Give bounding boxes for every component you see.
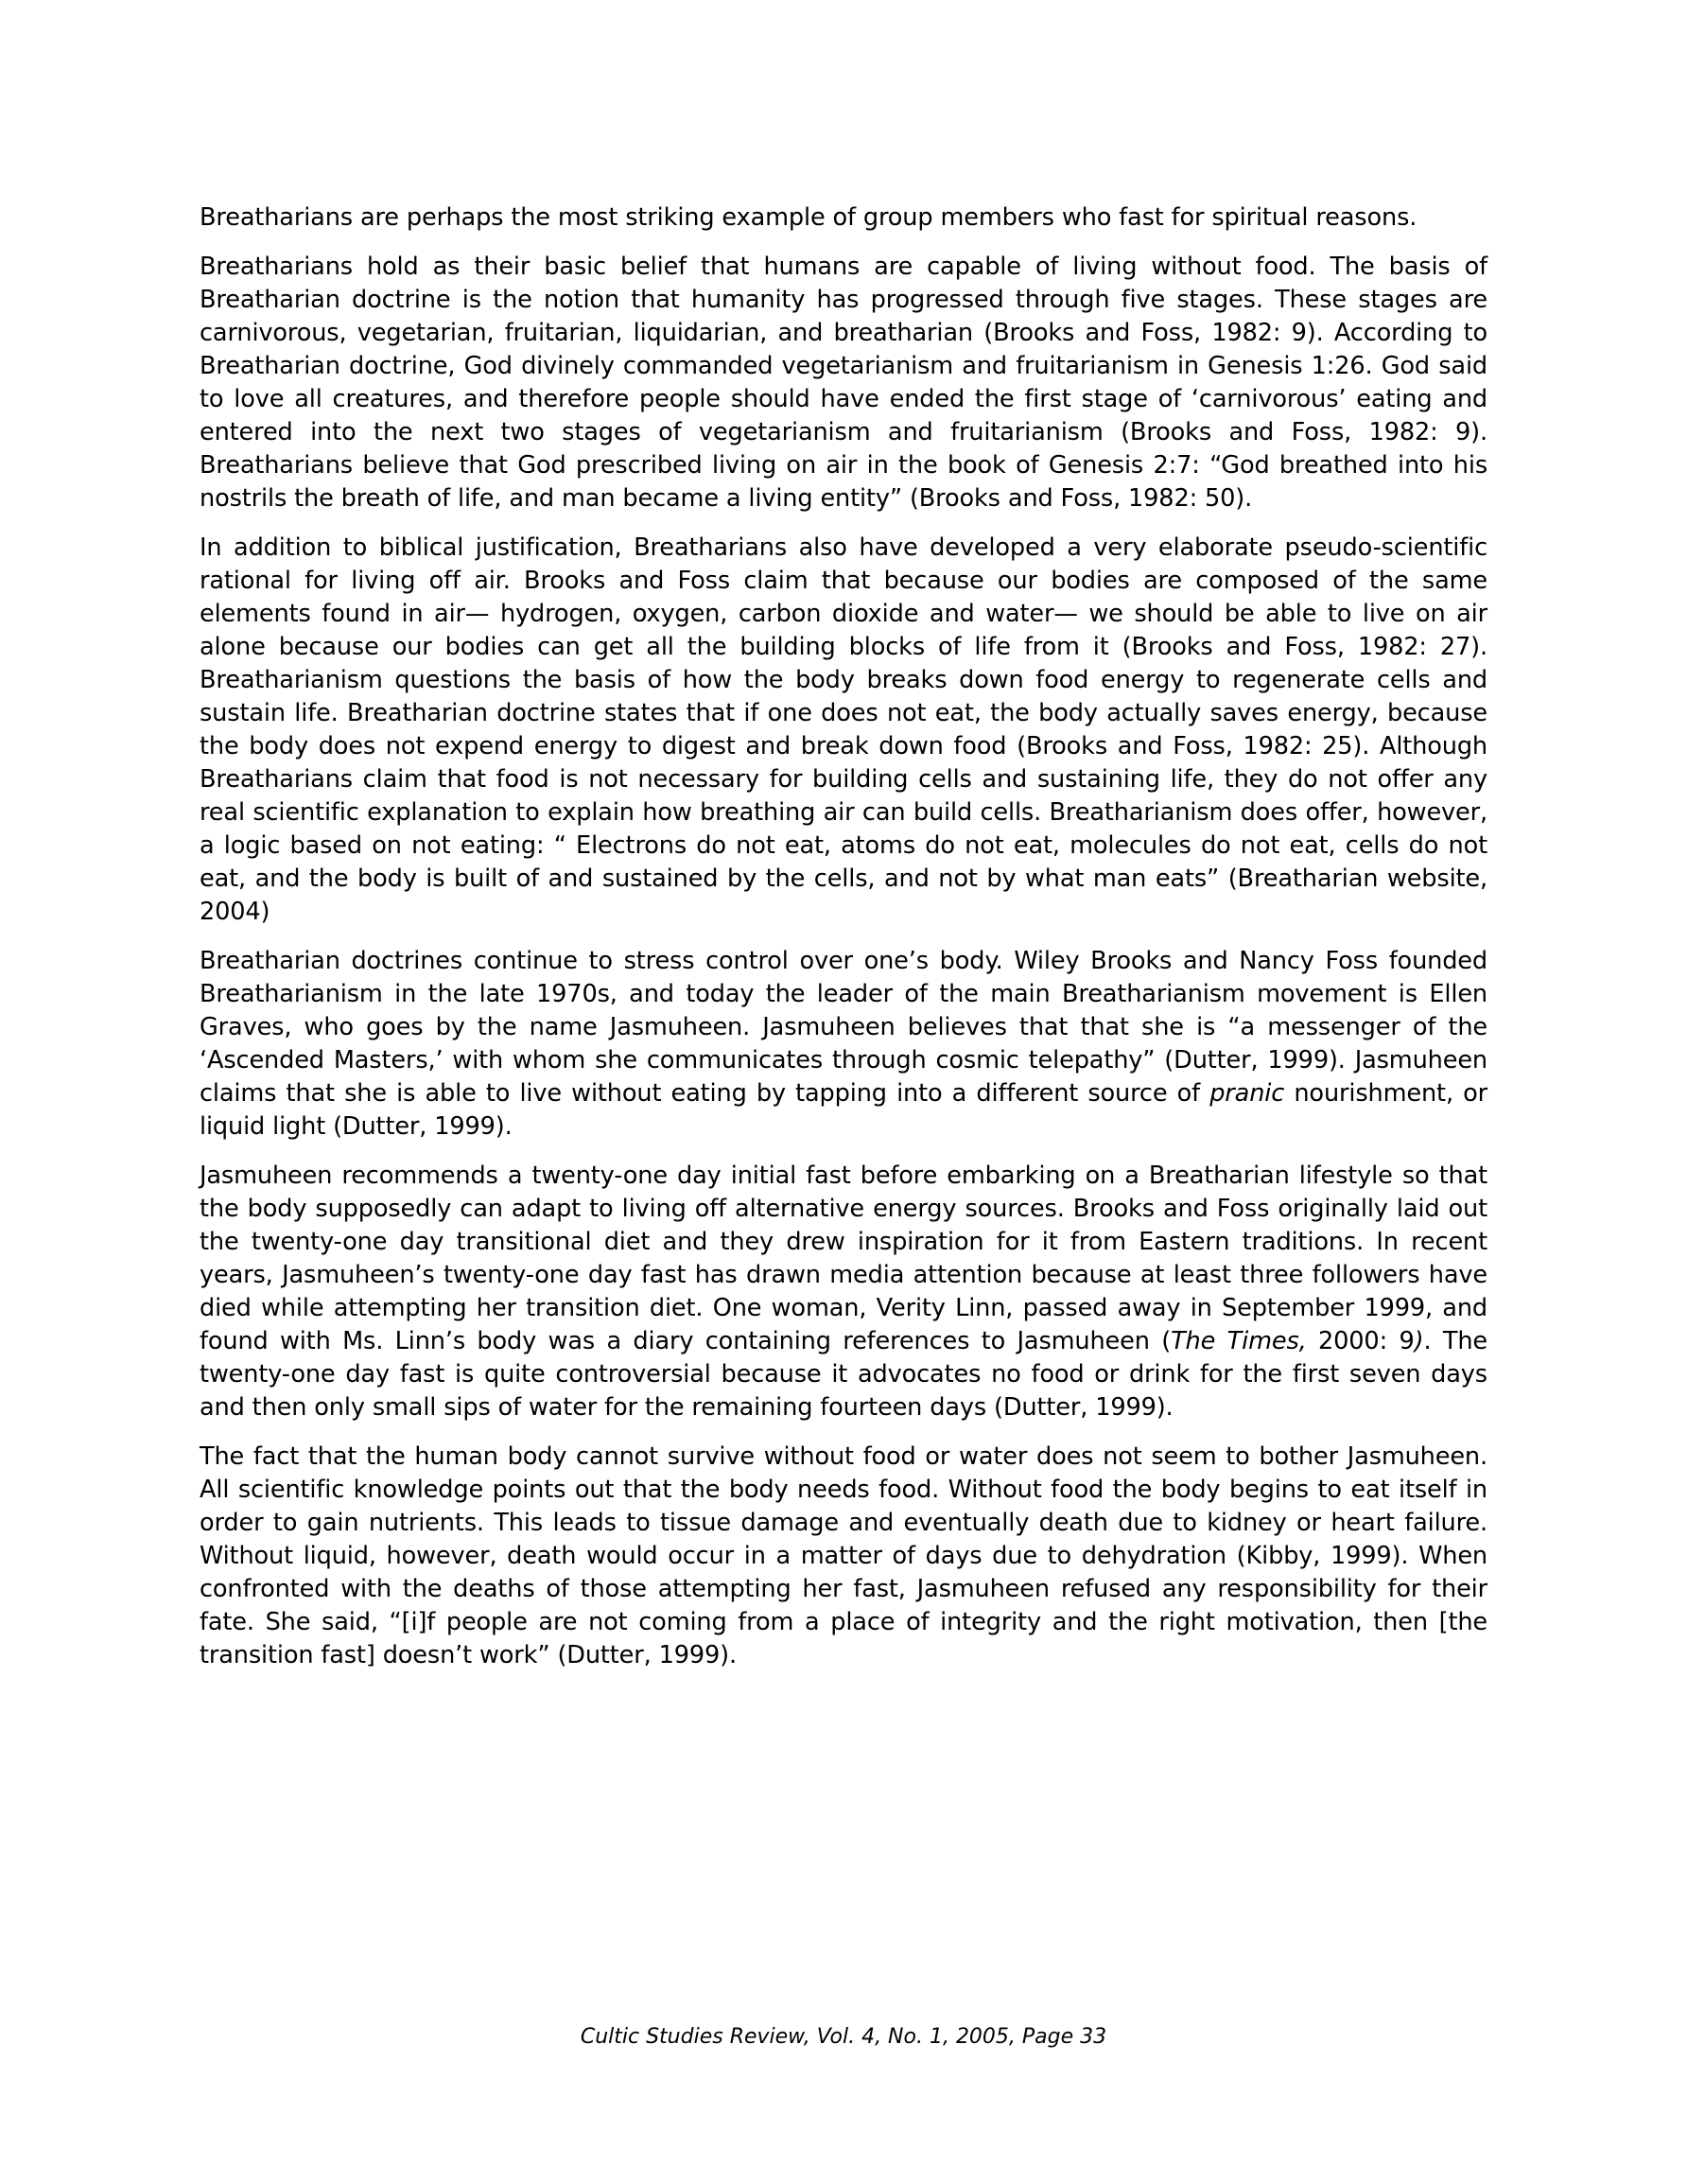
text-segment: 2000: 9: [1306, 1327, 1415, 1355]
text-segment: Jasmuheen recommends a twenty-one day initial fast before embarking on a Breatharian lifestyle so that the body supposedly can adapt to living off alternative energy sources. Brooks and Foss originally laid out the twenty-one day transitional diet and they drew inspiration for it from Eastern traditions. In recent years, Jasmuheen’s twenty-one day fast has drawn media attention because at least three followers have died while attempting her transition diet. One woman, Verity Linn, passed away in September 1999, and found with Ms. Linn’s body was a diary containing references to Jasmuheen (: [200, 1162, 1487, 1355]
body-text-column: [200, 201, 1487, 1688]
page-footer: Cultic Studies Review, Vol. 4, No. 1, 2005, Page 33: [580, 2025, 1107, 2049]
text-segment: nourishment, or liquid light (Dutter, 1999).: [200, 1079, 1487, 1141]
italic-text-segment: pranic: [1209, 1079, 1285, 1108]
text-segment: In addition to biblical justification, Breatharians also have developed a very elaborate pseudo-scientific rational for living off air. Brooks and Foss claim that because our bodies are composed of the same elements found in air— hydrogen, oxygen, carbon dioxide and water— we should be able to live on air alone because our bodies can get all the building blocks of life from it (Brooks and Foss, 1982: 27). Breatharianism questions the basis of how the body breaks down food energy to regenerate cells and sustain life. Breatharian doctrine states that if one does not eat, the body actually saves energy, because the body does not expend energy to digest and break down food (Brooks and Foss, 1982: 25). Although Breatharians claim that food is not necessary for building cells and sustaining life, they do not offer any real scientific explanation to explain how breathing air can build cells. Breatharianism does offer, however, a logic based on not eating: “ Electrons do not eat, atoms do not eat, molecules do not eat, cells do not eat, and the body is built of and sustained by the cells, and not by what man eats” (Breatharian website, 2004): [200, 533, 1487, 926]
paragraph-breatharian-beliefs: [200, 251, 1487, 515]
paragraph-pseudo-scientific-rationale: [200, 532, 1487, 929]
text-segment: . The twenty-one day fast is quite controversial because it advocates no food or drink for the first seven days and then only small sips of water for the remaining fourteen days (Dutter, 1999).: [200, 1327, 1487, 1422]
text-segment: Breatharians are perhaps the most striking example of group members who fast for spiritual reasons.: [200, 203, 1417, 232]
text-segment: The fact that the human body cannot survive without food or water does not seem to bother Jasmuheen. All scientific knowledge points out that the body needs food. Without food the body begins to eat itself in order to gain nutrients. This leads to tissue damage and eventually death due to kidney or heart failure. Without liquid, however, death would occur in a matter of days due to dehydration (Kibby, 1999). When confronted with the deaths of those attempting her fast, Jasmuheen refused any responsibility for their fate. She said, “[i]f people are not coming from a place of integrity and the right motivation, then [the transition fast] doesn’t work” (Dutter, 1999).: [200, 1442, 1487, 1669]
paragraph-intro: [200, 201, 1487, 235]
paragraph-twenty-one-day-fast: [200, 1160, 1487, 1424]
text-segment: Breatharian doctrines continue to stress control over one’s body. Wiley Brooks and Nancy Foss founded Breatharianism in the late 1970s, and today the leader of the main Breatharianism movement is Ellen Graves, who goes by the name Jasmuheen. Jasmuheen believes that that she is “a messenger of the ‘Ascended Masters,’ with whom she communicates through cosmic telepathy” (Dutter, 1999). Jasmuheen claims that she is able to live without eating by tapping into a different source of: [200, 947, 1487, 1108]
paragraph-jasmuheen-leadership: [200, 945, 1487, 1144]
paragraph-scientific-rebuttal: [200, 1441, 1487, 1672]
italic-text-segment: ): [1414, 1327, 1424, 1355]
italic-text-segment: The Times,: [1171, 1327, 1307, 1355]
text-segment: Breatharians hold as their basic belief that humans are capable of living without food. The basis of Breatharian doctrine is the notion that humanity has progressed through five stages. These stages are carnivorous, vegetarian, fruitarian, liquidarian, and breatharian (Brooks and Foss, 1982: 9). According to Breatharian doctrine, God divinely commanded vegetarianism and fruitarianism in Genesis 1:26. God said to love all creatures, and therefore people should have ended the first stage of ‘carnivorous’ eating and entered into the next two stages of vegetarianism and fruitarianism (Brooks and Foss, 1982: 9). Breatharians believe that God prescribed living on air in the book of Genesis 2:7: “God breathed into his nostrils the breath of life, and man became a living entity” (Brooks and Foss, 1982: 50).: [200, 253, 1487, 513]
